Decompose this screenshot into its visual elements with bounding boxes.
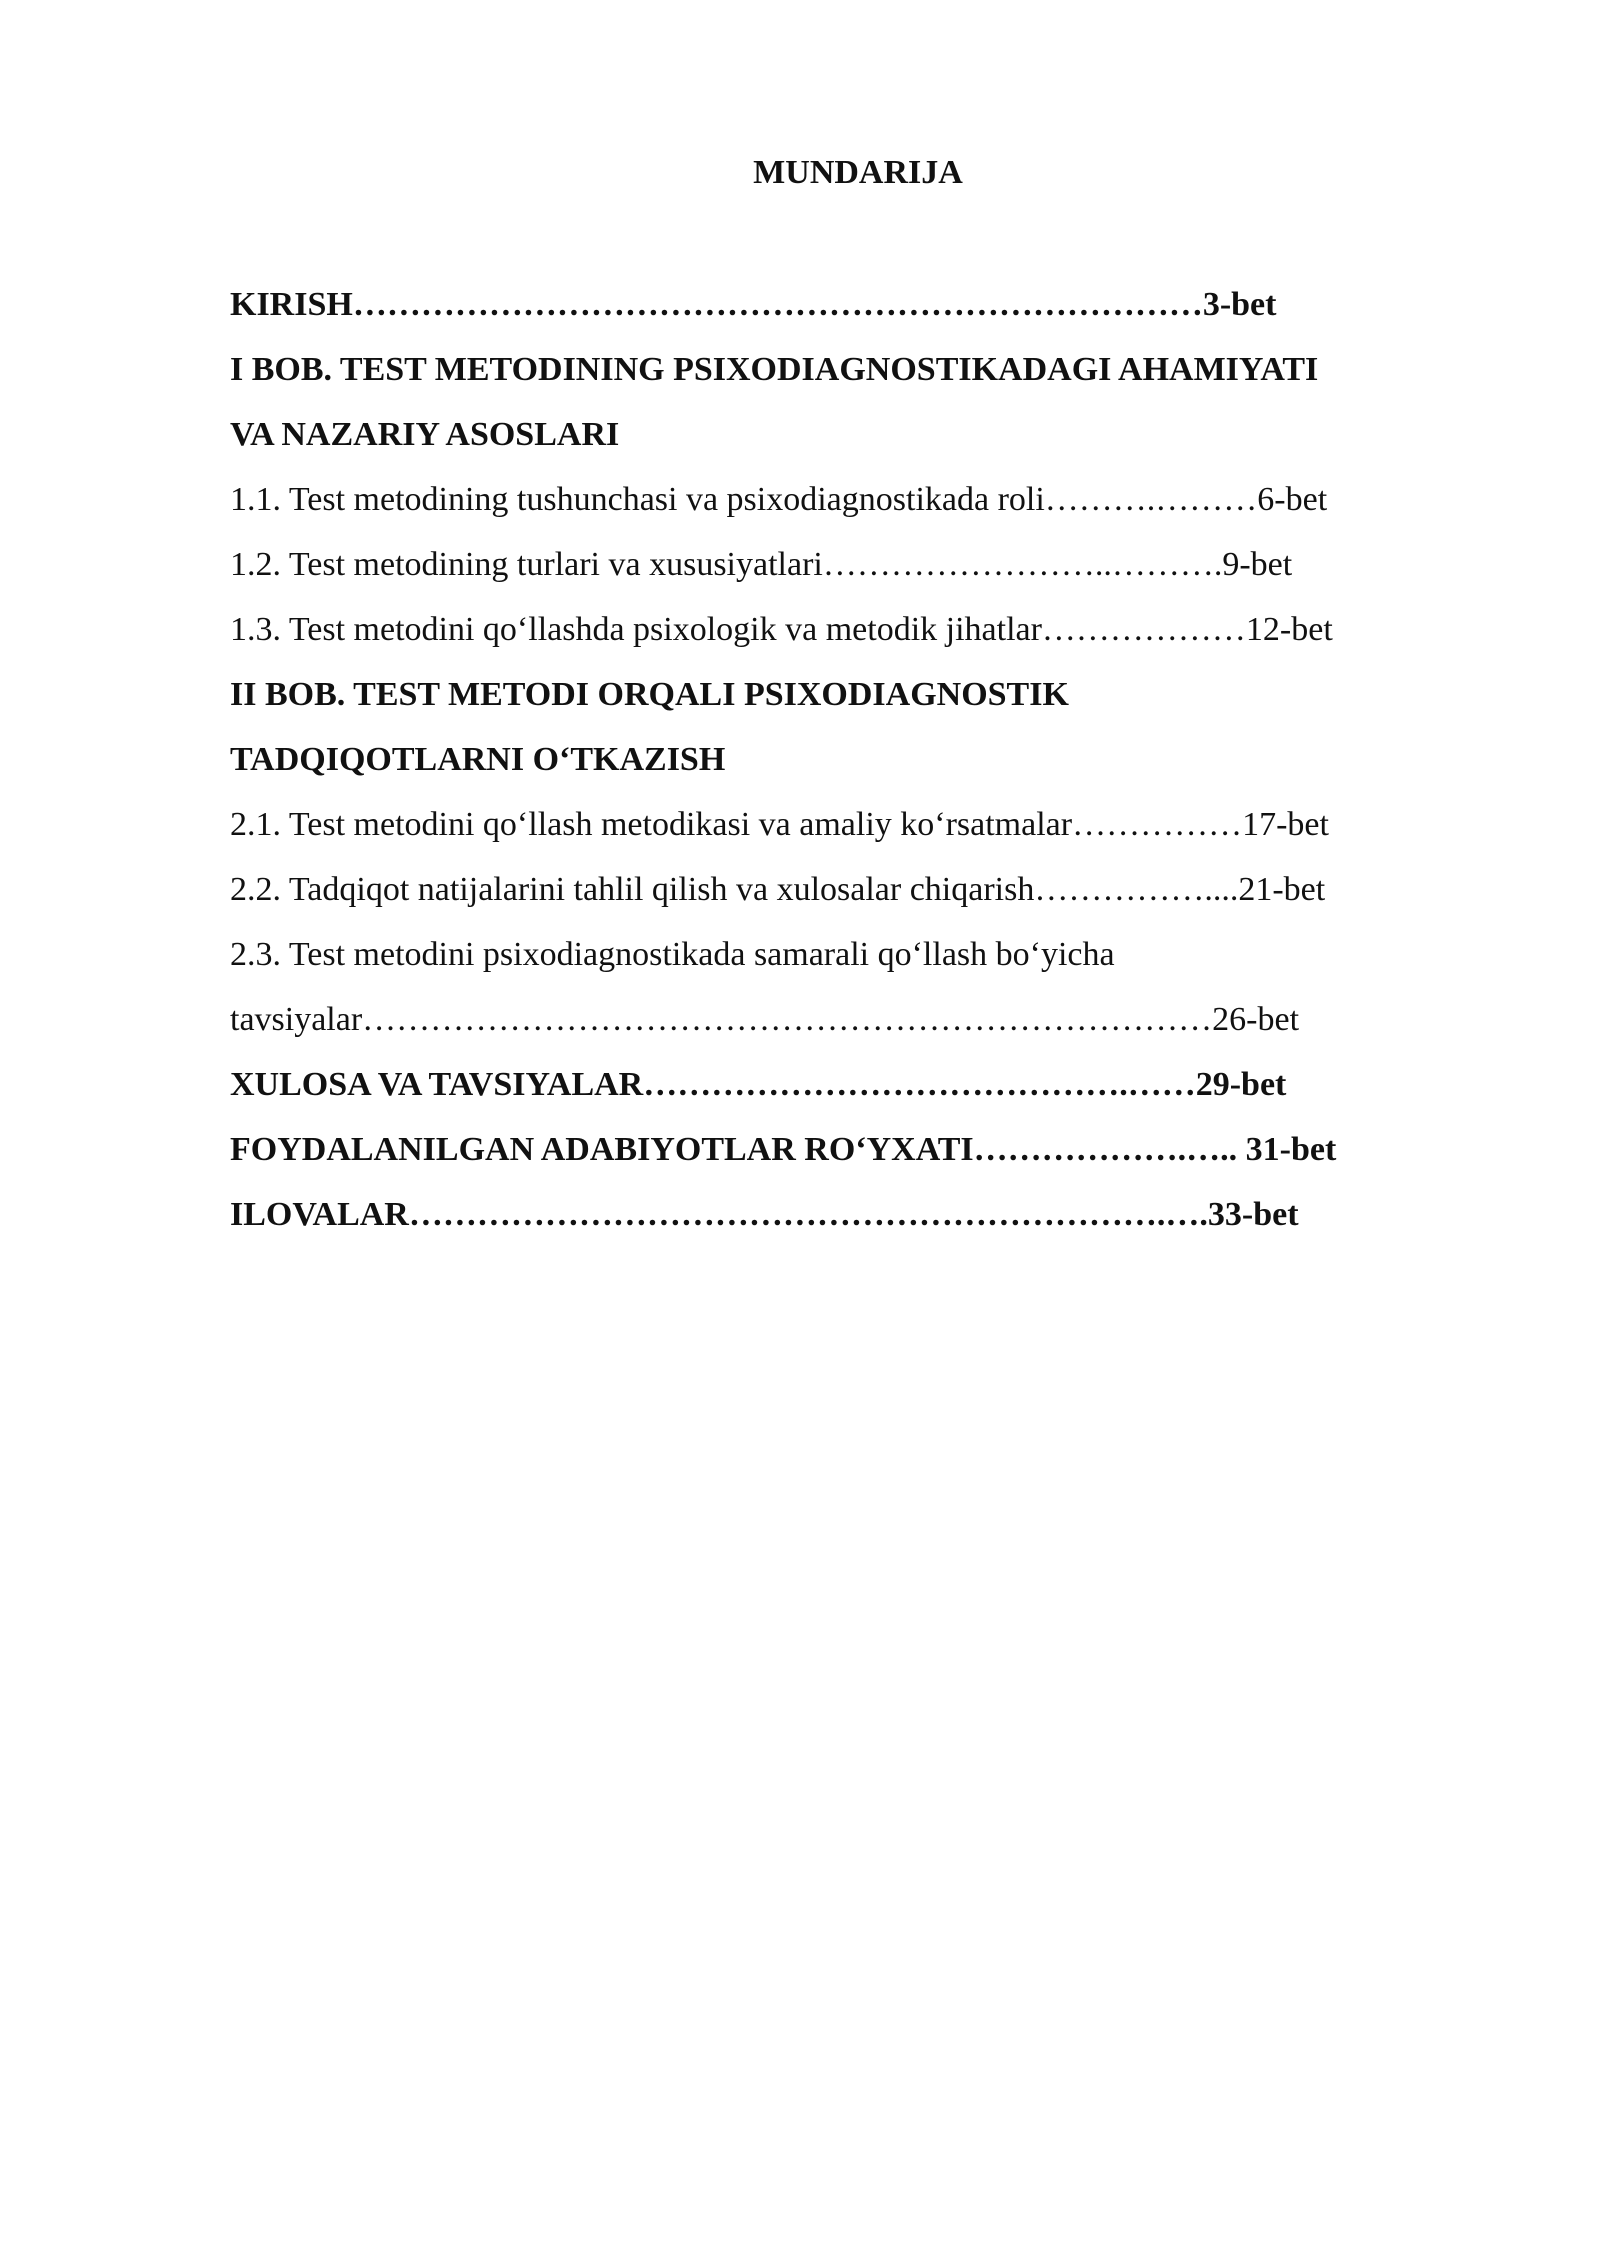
toc-entry-2-2: 2.2. Tadqiqot natijalarini tahlil qilish va xulosalar chiqarish……………....21-bet — [230, 871, 1326, 908]
toc-chapter-2-heading-continued: TADQIQOTLARNI O‘TKAZISH — [230, 741, 726, 778]
page-title: MUNDARIJA — [753, 154, 963, 191]
toc-entry-1-3: 1.3. Test metodini qo‘llashda psixologik va metodik jihatlar………………12-bet — [230, 611, 1333, 648]
toc-entry-2-1: 2.1. Test metodini qo‘llash metodikasi va amaliy ko‘rsatmalar……………17-bet — [230, 806, 1329, 843]
table-of-contents — [230, 283, 1480, 1258]
toc-entry-2-3-continued: tavsiyalar…………………………………………………………………26-bet — [230, 1001, 1300, 1038]
toc-entry-ilovalar: ILOVALAR………………………………………………………….….33-bet — [230, 1196, 1299, 1233]
toc-entry-2-3: 2.3. Test metodini psixodiagnostikada samarali qo‘llash bo‘yicha — [230, 936, 1115, 973]
toc-entry-kirish: KIRISH…………………………………………………………………3-bet — [230, 286, 1277, 323]
toc-entry-1-1: 1.1. Test metodining tushunchasi va psixodiagnostikada roli……….………6-bet — [230, 481, 1328, 518]
toc-entry-adabiyotlar: FOYDALANILGAN ADABIYOTLAR RO‘YXATI……………….….. 31-bet — [230, 1131, 1337, 1168]
toc-entry-xulosa: XULOSA VA TAVSIYALAR…………………………………….……29-bet — [230, 1066, 1287, 1103]
toc-entry-1-2: 1.2. Test metodining turlari va xususiyatlari……………………..……….9-bet — [230, 546, 1293, 583]
toc-chapter-1-heading-continued: VA NAZARIY ASOSLARI — [230, 416, 620, 453]
toc-chapter-2-heading: II BOB. TEST METODI ORQALI PSIXODIAGNOSTIK — [230, 676, 1069, 713]
toc-chapter-1-heading: I BOB. TEST METODINING PSIXODIAGNOSTIKADAGI AHAMIYATI — [230, 351, 1319, 388]
